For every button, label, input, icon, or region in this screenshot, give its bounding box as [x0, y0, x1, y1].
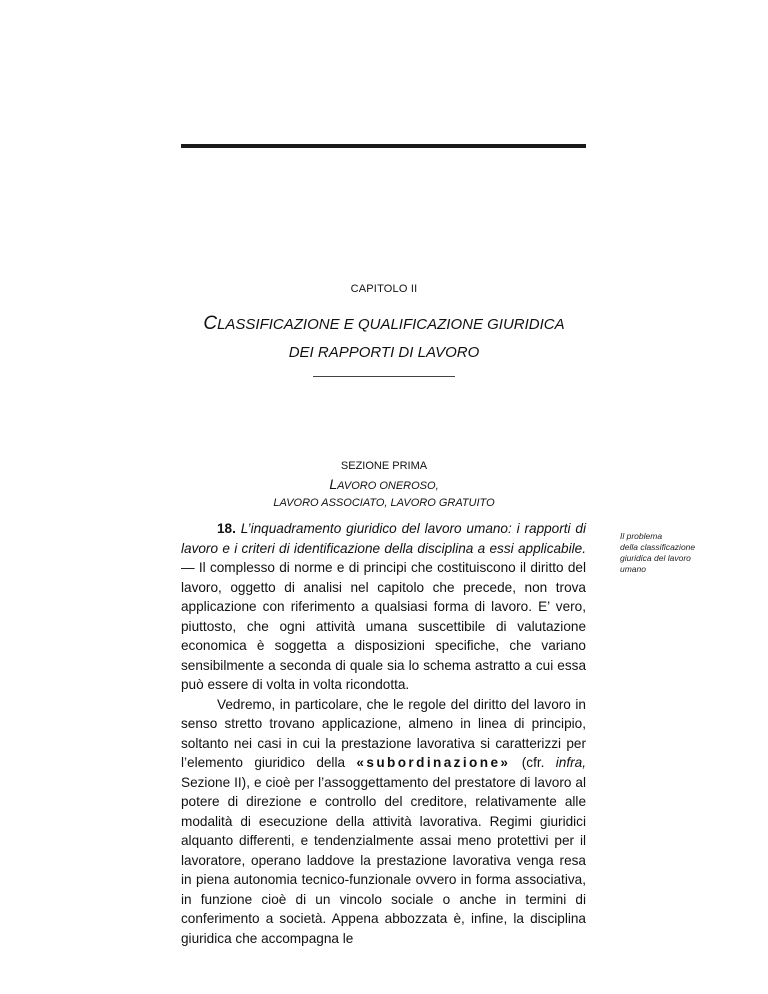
- chapter-label: CAPITOLO II: [350, 283, 418, 295]
- infra-ref: infra,: [555, 755, 586, 770]
- chapter-title-line2: DEI RAPPORTI DI LAVORO: [288, 344, 480, 361]
- paragraph-number: 18.: [217, 521, 236, 536]
- chapter-title-line1: [0, 313, 768, 335]
- paragraph-2: [181, 695, 586, 949]
- body-text: [181, 519, 586, 948]
- margin-note-line: della classificazione: [620, 542, 696, 552]
- paragraph-2-text-c: Sezione II), e cioè per l’assoggettamento del prestatore di lavoro al potere di direzione e controllo del creditore, relativamente alle modalità di esecuzione della attività lavorativa. Regimi giuridici alquanto differenti, e tendenzialmente assai meno protettivi per il lavoratore, operano laddove la prestazione lavorativa venga resa in piena autonomia tecnico-funzionale ovvero in forma associativa, in funzione cioè di un vincolo sociale o anche in termini di conferimento a società. Appena abbozzata è, infine, la disciplina giuridica che accompagna le: [181, 774, 586, 946]
- section-label: SEZIONE PRIMA: [340, 460, 428, 472]
- section-title-rest: AVORO ONEROSO,: [337, 480, 439, 492]
- section-title-line1: [0, 476, 768, 492]
- paragraph-2-text-b: (cfr.: [510, 755, 556, 770]
- margin-note-line: Il problema: [620, 531, 663, 541]
- margin-note: [620, 531, 730, 575]
- paragraph-1: [181, 519, 586, 695]
- paragraph-2-text-a: Vedremo, in particolare, che le regole del diritto del lavoro in senso stretto trovano applicazione, almeno in linea di principio, soltanto nei casi in cui la prestazione lavorativa si caratterizzi per l’elemento giuridico della: [181, 696, 586, 770]
- header-rule: [181, 144, 586, 148]
- margin-note-line: giuridica del lavoro: [620, 553, 691, 563]
- section-title-initial: L: [329, 476, 338, 492]
- margin-note-line: umano: [620, 564, 646, 574]
- paragraph-1-text: — Il complesso di norme e di principi che costituiscono il diritto del lavoro, oggetto di analisi nel capitolo che precede, non trova applicazione con riferimento a qualsiasi forma di lavoro. E’ vero, piuttosto, che ogni attività umana suscettibile di valutazione economica è soggetta a disposizioni specifiche, che variano sensibilmente a seconda di quale sia lo schema astratto a cui essa può essere di volta in volta ricondotta.: [181, 560, 586, 692]
- section-title-line2: LAVORO ASSOCIATO, LAVORO GRATUITO: [273, 497, 495, 509]
- paragraph-heading: L’inquadramento giuridico del lavoro umano: i rapporti di lavoro e i criteri di identificazione della disciplina a essi applicabile.: [181, 521, 586, 556]
- chapter-title-rest: LASSIFICAZIONE E QUALIFICAZIONE GIURIDICA: [217, 316, 565, 333]
- title-divider: [313, 376, 455, 377]
- subordinazione-term: «subordinazione»: [356, 755, 511, 770]
- chapter-title-initial: C: [203, 313, 218, 334]
